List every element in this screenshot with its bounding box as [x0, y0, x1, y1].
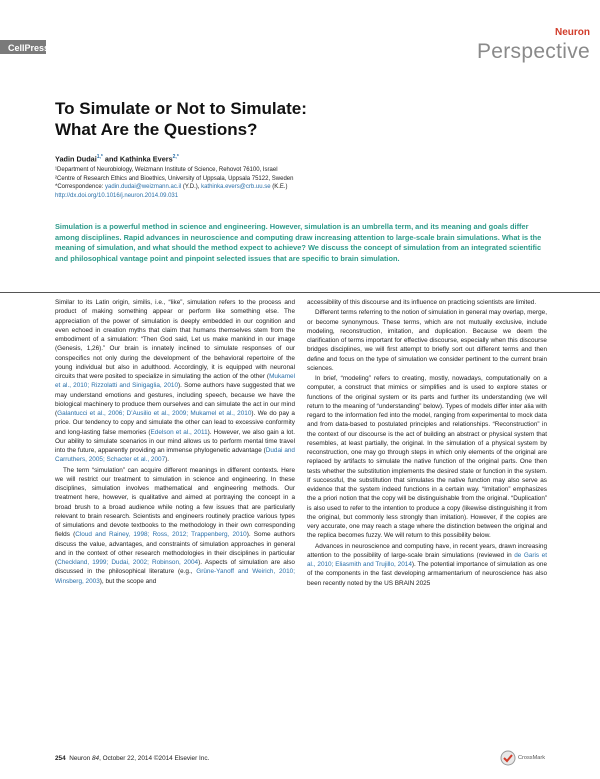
paragraph: In brief, “modeling” refers to creating, mostly, nowadays, computationally on a computer, a construct that mimics or simplifies and is used to explore states or functions of the original system or its parts and further its understanding (we will return to the meaning of “understanding” below). Types of models differ inter alia with regard to the information fed into the model, ranging from experimental to mock data and from data-based to postulated principles and relationships. “Reconstruction” in the context of our discourse is the act of building an abstract or physical system that resembles, at least partially, the original. In the simulation of a physical system by reconstruction, one may go through steps in which only elements of the original are replaced by artifacts to simulate the native function of the original parts. One then tests whether the substitution implements the desired state or function in the system. If successful, the substitution that simulates the native function may also serve as evidence that the system indeed functions in a certain way. “Imitation” emphasizes the a priori notion that the copy will be distinguishable from the original. “Duplication” is also used to refer to the intention to produce a copy (likewise distinguishing it from the original, but commonly less strongly than imitation). However, if the copies are very accurate, one may reach a stage where the distinction between the original and the replica becomes fuzzy. We will return to this possibility below.: [307, 375, 547, 540]
citation-link[interactable]: Galantucci et al., 2006; D’Ausilio et al., 2009; Mukamel et al., 2010: [57, 410, 252, 417]
body-text: ). Aspects of simulation are also discussed in the philosophical literature (e.g.,: [55, 559, 295, 576]
body-text: ). Some authors have suggested that we may understand emotions and gestures, including speech, because we have the biological machinery to produce them ourselves and can simulate the act in our mind (: [55, 382, 296, 417]
footer-journal: Neuron: [69, 755, 91, 762]
author-separator: and: [102, 154, 120, 164]
correspondence-text: (Y.D.),: [181, 184, 202, 191]
body-text: ). We do pay a price. Our tendency to copy and simulate the other can lead to excessive conformity and long-lasting false memories (: [55, 410, 295, 436]
affiliations: [55, 166, 293, 200]
affiliation-2: ²Centre of Research Ethics and Bioethics, University of Uppsala, Uppsala 75122, Sweden: [55, 175, 294, 182]
correspondence-label: *Correspondence:: [55, 184, 106, 191]
body-text: The term “simulation” can acquire different meanings in different contexts. Here we will restrict our treatment to simulation in science and engineering. In these disciplines, simulation involves mathematical and engineering methods. Our treatment here, however, is qualitative and aimed at portraying the concept in a broad brush to a broad audience while noting a few issues that are particularly relevant to brain research. Scientists and engineers routinely practice various types of simulations and devote textbooks to the methodology in their own corresponding fields (: [55, 466, 295, 539]
author-list: [55, 154, 179, 163]
page-number: 254: [55, 755, 66, 762]
body-column-right: [307, 298, 547, 589]
author-superscript[interactable]: 1,*: [96, 154, 103, 160]
paragraph: [55, 298, 295, 465]
author-name: Yadin Dudai: [55, 154, 97, 164]
journal-name: Neuron: [555, 27, 590, 38]
email-link[interactable]: kathinka.evers@crb.uu.se: [201, 184, 271, 191]
paragraph: Different terms referring to the notion of simulation in general may overlap, merge, or become synonymous. These terms, which are not mutually exclusive, include modeling, reconstruction, imitation, and duplication. Because we deem the clarification of terms important for effective discourse, especially when this discourse bridges disciplines, we will first attempt to briefly sort out different terms and then define and focus on the type of simulation we consider pertinent to the current brain sciences.: [307, 309, 547, 372]
paragraph: accessibility of this discourse and its influence on practicing scientists are limited.: [307, 299, 537, 306]
affiliation-1: ¹Department of Neurobiology, Weizmann Institute of Science, Rehovot 76100, Israel: [55, 167, 278, 173]
body-text: ).: [165, 456, 170, 464]
section-label: Perspective: [476, 40, 590, 63]
citation-link[interactable]: Dudai and Carruthers, 2005; Schacter et al., 2007: [55, 447, 295, 464]
body-text: ). The potential importance of simulation as one of the components in the fast developing armamentarium of neuroscience has also been recently noted by the US BRAIN 2025: [307, 561, 547, 587]
body-text: Similar to its Latin origin, similis, i.e., “like”, simulation refers to the process and product of making something appear or perform like something else. The appreciation of the power of simulation is deeply embedded in our cognition and even echoed in creation myths that claim that humans themselves stem from the embodiment of a simulation: “Then God said, Let us make mankind in our image (Genesis, 1,26).” Our brain is innately inclined to simulate responses of our conspecifics not only during the development of the behavioral repertoire of the young individual but also in adulthood. Accordingly, it is equipped with neuronal circuits that were posited to specialize in simulating the action of the other (: [55, 299, 295, 380]
footer-volume: 84: [91, 755, 100, 762]
article-title: [55, 98, 475, 140]
correspondence-text: (K.E.): [270, 184, 288, 191]
doi-link[interactable]: http://dx.doi.org/10.1016/j.neuron.2014.09.031: [55, 192, 179, 199]
email-link[interactable]: yadin.dudai@weizmann.ac.il: [105, 184, 182, 191]
body-text: Advances in neuroscience and computing have, in recent years, drawn increasing attention to the possibility of large-scale brain simulations (reviewed in: [307, 542, 547, 559]
author-name: Kathinka Evers: [119, 154, 173, 164]
correspondence: [55, 183, 293, 192]
crossmark-label: CrossMark: [518, 755, 546, 761]
abstract: Simulation is a powerful method in science and engineering. However, simulation is an umbrella term, and its meaning and goals differ among disciplines. Rapid advances in neuroscience and computing draw increasing attention to large-scale brain simulations. What is the meaning of simulation, and what should the method expect to achieve? We discuss the concept of simulation from an integrated scientific and philosophical vantage point and pinpoint selected issues that are specific to brain simulation.: [55, 222, 542, 263]
body-column-left: [55, 298, 295, 587]
crossmark-icon[interactable]: [500, 750, 516, 771]
citation-link[interactable]: Checkland, 1999; Dudai, 2002; Robinson, 2004: [57, 559, 199, 566]
footer-date: , October 22, 2014 ©2014 Elsevier Inc.: [99, 755, 210, 762]
citation-link[interactable]: Grüne-Yanoff and Weirich, 2010; Winsberg, 2003: [55, 568, 295, 585]
divider: [0, 292, 600, 293]
page-footer: [55, 755, 209, 762]
cellpress-logo: CellPress: [8, 43, 50, 53]
author-superscript[interactable]: 2,*: [172, 154, 179, 160]
title-line-1: To Simulate or Not to Simulate:: [55, 99, 307, 118]
citation-link[interactable]: de Garis et al., 2010; Eliasmith and Trujillo, 2014: [307, 551, 547, 568]
citation-link[interactable]: Edelson et al., 2011: [150, 428, 208, 436]
title-line-2: What Are the Questions?: [55, 120, 258, 139]
citation-link[interactable]: Cloud and Rainey, 1998; Ross, 2012; Trappenberg, 2010: [75, 531, 247, 539]
paragraph: [55, 466, 295, 586]
citation-link[interactable]: Mukamel et al., 2010; Rizzolatti and Sinigaglia, 2010: [55, 373, 295, 390]
body-text: ). Some authors discuss the value, advantages, and constraints of simulation approaches in general and in the context of other research methodologies in their disciplines in particular (: [55, 531, 295, 566]
paragraph: [307, 542, 547, 588]
body-text: ), but the scope and: [99, 577, 157, 585]
body-text: ). However, we also gain a lot. Our ability to simulate scenarios in our mind allows us to perform mental time travel into the future, apparently providing an immense phylogenetic advantage (: [55, 428, 295, 454]
